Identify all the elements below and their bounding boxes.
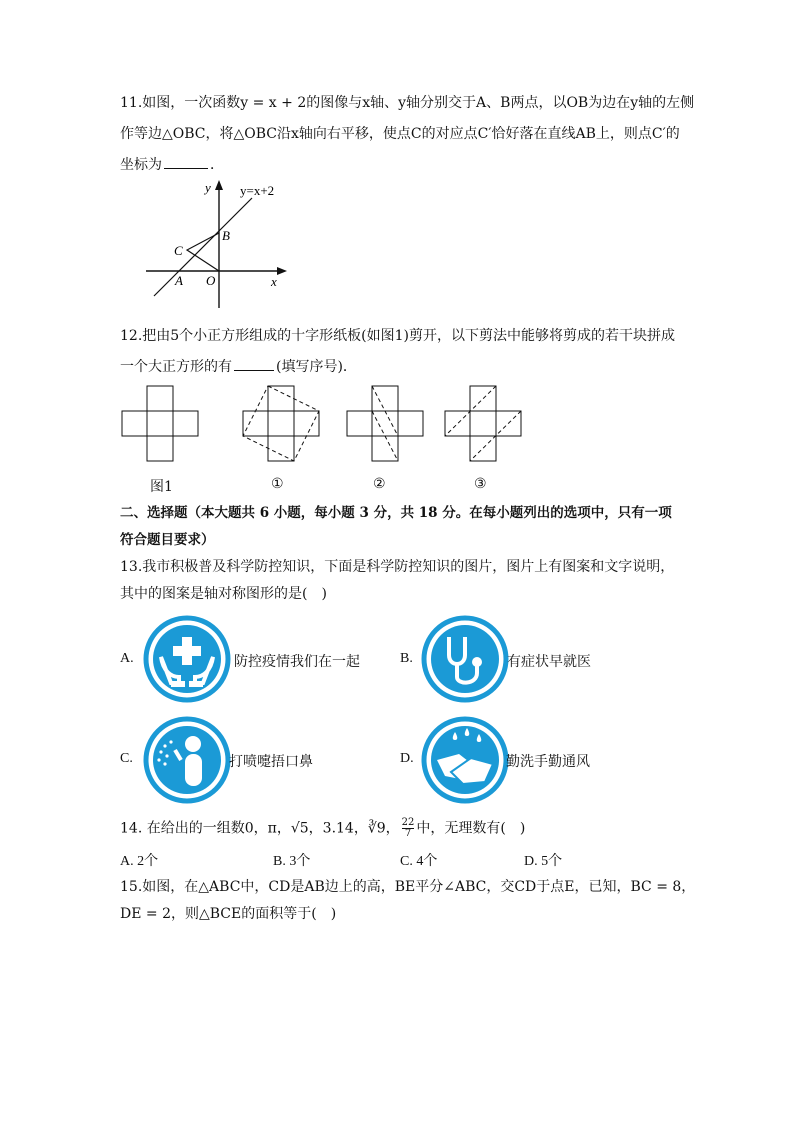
cross-figure-1 — [122, 386, 198, 461]
option-c-letter[interactable]: C. — [120, 751, 133, 766]
point-o-label: O — [206, 273, 216, 288]
sqrt5-value: √5 — [290, 820, 309, 837]
q14-text-b: 中，无理数有( ) — [416, 820, 526, 837]
q14-sep: ， — [385, 820, 400, 837]
caption-option-1: ① — [271, 476, 284, 492]
option-c-text: 打喷嚏捂口鼻 — [229, 754, 313, 770]
q12-line2-text: 一个大正方形的有 — [120, 359, 232, 375]
q12-line2-end: (填写序号)． — [276, 359, 357, 375]
q14-line — [120, 818, 525, 839]
q11-line3-end: ． — [210, 157, 224, 173]
option-a-text: 防控疫情我们在一起 — [234, 654, 360, 670]
point-a-label: A — [175, 273, 183, 288]
handwash-icon[interactable] — [421, 716, 509, 804]
q12-figures — [120, 384, 540, 466]
caption-option-3: ③ — [474, 476, 487, 492]
cross-figure-option-1 — [243, 386, 319, 461]
option-a-letter[interactable]: A. — [120, 651, 134, 666]
q13-line1: 13.我市积极普及科学防控知识，下面是科学防控知识的图片，图片上有图案和文字说明， — [120, 559, 675, 575]
q14-choice-a[interactable]: A. 2个 — [120, 854, 159, 869]
fraction-22-7 — [402, 818, 415, 839]
hands-cross-icon[interactable] — [143, 615, 231, 703]
function-label: y=x+2 — [240, 183, 275, 198]
q14-text-a: 14. 在给出的一组数0，π， — [120, 820, 291, 837]
q12-line1: 12.把由5个小正方形组成的十字形纸板(如图1)剪开，以下剪法中能够将剪成的若干块拼成 — [120, 328, 676, 344]
cbrt9-value: ∛9 — [367, 820, 386, 837]
fraction-denominator: 7 — [404, 828, 412, 839]
q15-line1: 15.如图，在△ABC中，CD是AB边上的高，BE平分∠ABC，交CD于点E，已知，BC = 8， — [120, 879, 696, 895]
answer-blank[interactable] — [234, 356, 274, 371]
q14-choice-d[interactable]: D. 5个 — [524, 854, 563, 869]
option-b-letter[interactable]: B. — [400, 651, 413, 666]
sneeze-person-icon[interactable] — [143, 716, 231, 804]
stethoscope-icon[interactable] — [421, 615, 509, 703]
q11-figure — [140, 178, 300, 313]
q11-line1: 11.如图，一次函数y = x + 2的图像与x轴、y轴分别交于A、B两点，以OB为边在y轴的左侧 — [120, 95, 695, 111]
section2-header-cont: 符合题目要求） — [120, 532, 215, 548]
q14-choice-b[interactable]: B. 3个 — [273, 854, 311, 869]
q15-line2: DE = 2，则△BCE的面积等于( ) — [120, 906, 337, 922]
point-b-label: B — [222, 228, 230, 243]
q11-line3-text: 坐标为 — [120, 157, 162, 173]
section2-header: 二、选择题（本大题共 6 小题，每小题 3 分，共 18 分。在每小题列出的选项中，只有一项 — [120, 505, 672, 521]
point-c-label: C — [174, 243, 183, 258]
q14-choice-c[interactable]: C. 4个 — [400, 854, 438, 869]
q14-text-mid: ，3.14， — [308, 820, 368, 837]
q11-line3 — [120, 154, 224, 175]
caption-fig1: 图1 — [150, 479, 173, 495]
cross-figure-option-3 — [445, 386, 521, 461]
x-axis-label: x — [271, 274, 277, 289]
q13-line2: 其中的图案是轴对称图形的是( ) — [120, 586, 327, 602]
option-b-text: 有症状早就医 — [507, 654, 591, 670]
caption-option-2: ② — [373, 476, 386, 492]
q11-line2: 作等边△OBC，将△OBC沿x轴向右平移，使点C的对应点C′恰好落在直线AB上，则点C′的 — [120, 126, 680, 142]
cross-figure-option-2 — [347, 386, 423, 461]
answer-blank[interactable] — [164, 154, 208, 169]
option-d-letter[interactable]: D. — [400, 751, 414, 766]
y-axis-label: y — [205, 180, 211, 195]
option-d-text: 勤洗手勤通风 — [506, 754, 590, 770]
q12-line2 — [120, 356, 357, 377]
fraction-numerator: 22 — [401, 817, 415, 828]
